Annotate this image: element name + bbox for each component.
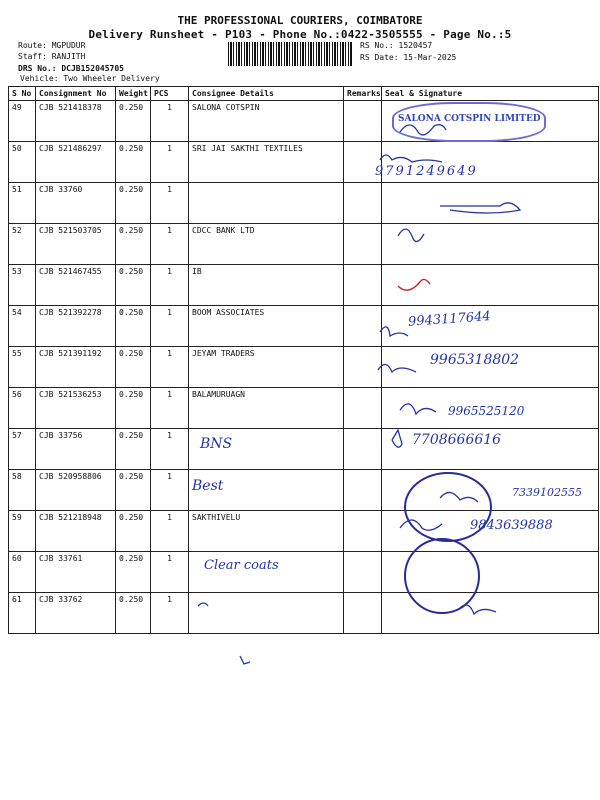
row-sno: 52 xyxy=(9,224,36,265)
row-sno: 53 xyxy=(9,265,36,306)
row-weight: 0.250 xyxy=(116,593,151,634)
row-sno: 55 xyxy=(9,347,36,388)
row-weight: 0.250 xyxy=(116,347,151,388)
hw-name-57: BNS xyxy=(200,436,233,452)
hw-name-58: Best xyxy=(192,478,224,494)
row-pcs: 1 xyxy=(151,511,189,552)
row-consignment: CJB 33762 xyxy=(36,593,116,634)
row-sno: 56 xyxy=(9,388,36,429)
signature-50 xyxy=(380,155,442,162)
signature-61b xyxy=(198,603,208,606)
col-signature-header: Seal & Signature xyxy=(382,87,599,101)
row-consignment: CJB 33760 xyxy=(36,183,116,224)
row-sno: 58 xyxy=(9,470,36,511)
row-pcs: 1 xyxy=(151,470,189,511)
row-consignment: CJB 521218948 xyxy=(36,511,116,552)
signature-55 xyxy=(378,364,416,372)
hw-phone-58: 7339102555 xyxy=(512,486,582,499)
row-weight: 0.250 xyxy=(116,183,151,224)
rs-number: RS No.: 1520457 xyxy=(360,41,433,50)
signature-61 xyxy=(458,605,496,614)
signature-49 xyxy=(400,125,446,135)
runsheet-title: Delivery Runsheet - P103 - Phone No.:0422-3505555 - Page No.:5 xyxy=(88,28,512,41)
signature-58 xyxy=(440,492,478,502)
hw-phone-59: 9843639888 xyxy=(470,518,553,533)
hw-phone-50: 9791249649 xyxy=(375,164,478,179)
row-sno: 61 xyxy=(9,593,36,634)
row-consignment: CJB 521486297 xyxy=(36,142,116,183)
col-consignee-header: Consignee Details xyxy=(189,87,344,101)
row-weight: 0.250 xyxy=(116,224,151,265)
hw-name-60: Clear coats xyxy=(204,558,279,573)
drs-number: DRS No.: DCJB152045705 xyxy=(18,64,124,73)
row-consignee: BALAMURUAGN xyxy=(189,388,344,429)
col-pcs-header: PCS xyxy=(151,87,189,101)
row-consignee: SAKTHIVELU xyxy=(189,511,344,552)
row-weight: 0.250 xyxy=(116,265,151,306)
row-consignee: JEYAM TRADERS xyxy=(189,347,344,388)
row-weight: 0.250 xyxy=(116,142,151,183)
row-weight: 0.250 xyxy=(116,306,151,347)
row-sno: 51 xyxy=(9,183,36,224)
row-consignment: CJB 521503705 xyxy=(36,224,116,265)
row-consignment: CJB 33761 xyxy=(36,552,116,593)
row-pcs: 1 xyxy=(151,265,189,306)
row-pcs: 1 xyxy=(151,142,189,183)
signature-51 xyxy=(440,203,520,213)
row-pcs: 1 xyxy=(151,306,189,347)
row-sno: 54 xyxy=(9,306,36,347)
row-consignment: CJB 521467455 xyxy=(36,265,116,306)
row-sno: 59 xyxy=(9,511,36,552)
signature-57 xyxy=(392,430,402,447)
row-pcs: 1 xyxy=(151,101,189,142)
row-consignment: CJB 33756 xyxy=(36,429,116,470)
row-pcs: 1 xyxy=(151,183,189,224)
signature-59 xyxy=(400,520,442,530)
row-pcs: 1 xyxy=(151,347,189,388)
row-weight: 0.250 xyxy=(116,429,151,470)
row-weight: 0.250 xyxy=(116,470,151,511)
hw-phone-55: 9965318802 xyxy=(430,352,520,368)
row-sno: 60 xyxy=(9,552,36,593)
signature-56 xyxy=(400,404,436,414)
route-label: Route: MGPUDUR xyxy=(18,41,86,50)
company-title: THE PROFESSIONAL COURIERS, COIMBATORE xyxy=(177,14,423,27)
row-pcs: 1 xyxy=(151,224,189,265)
row-consignee: CDCC BANK LTD xyxy=(189,224,344,265)
vehicle-label: Vehicle: Two Wheeler Delivery xyxy=(20,74,160,83)
row-sno: 50 xyxy=(9,142,36,183)
staff-label: Staff: RANJITH xyxy=(18,52,86,61)
row-consignment: CJB 521536253 xyxy=(36,388,116,429)
row-weight: 0.250 xyxy=(116,388,151,429)
row-consignment: CJB 521418378 xyxy=(36,101,116,142)
signature-53 xyxy=(398,279,430,290)
row-pcs: 1 xyxy=(151,593,189,634)
row-consignee: SALONA COTSPIN xyxy=(189,101,344,142)
row-pcs: 1 xyxy=(151,388,189,429)
col-remarks-header: Remarks xyxy=(344,87,382,101)
col-sno-header: S No xyxy=(9,87,36,101)
signature-54 xyxy=(380,327,408,336)
row-consignment: CJB 521392278 xyxy=(36,306,116,347)
stray-mark xyxy=(240,656,250,664)
row-pcs: 1 xyxy=(151,552,189,593)
signature-52 xyxy=(398,229,424,242)
row-sno: 57 xyxy=(9,429,36,470)
row-consignee: SRI JAI SAKTHI TEXTILES xyxy=(189,142,344,183)
row-weight: 0.250 xyxy=(116,552,151,593)
hw-phone-56: 9965525120 xyxy=(448,404,525,418)
col-weight-header: Weight xyxy=(116,87,151,101)
row-pcs: 1 xyxy=(151,429,189,470)
col-consignment-header: Consignment No xyxy=(36,87,116,101)
row-weight: 0.250 xyxy=(116,511,151,552)
row-weight: 0.250 xyxy=(116,101,151,142)
row-consignment: CJB 521391192 xyxy=(36,347,116,388)
hw-phone-54: 9943117644 xyxy=(407,309,492,330)
row-consignee: BOOM ASSOCIATES xyxy=(189,306,344,347)
row-sno: 49 xyxy=(9,101,36,142)
row-consignment: CJB 520958806 xyxy=(36,470,116,511)
row-consignee: IB xyxy=(189,265,344,306)
hw-phone-57: 7708666616 xyxy=(412,432,502,448)
stamp-text: SALONA COTSPIN LIMITED xyxy=(398,114,541,124)
rs-date: RS Date: 15-Mar-2025 xyxy=(360,53,457,62)
